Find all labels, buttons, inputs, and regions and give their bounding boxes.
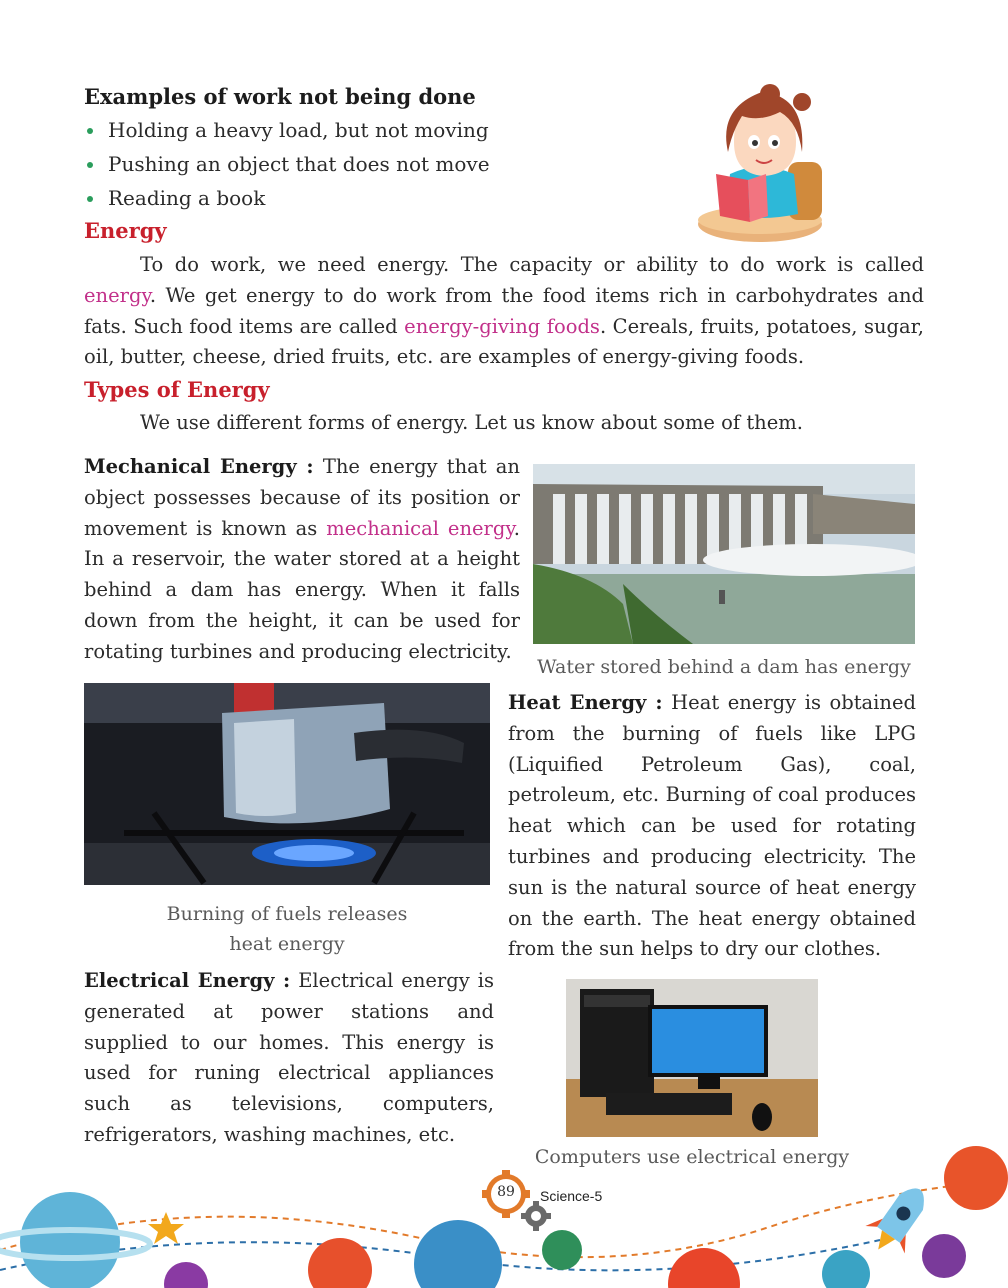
- energy-paragraph: [84, 250, 924, 373]
- list-item: Pushing an object that does not move: [84, 147, 644, 181]
- page-number: 89: [497, 1184, 515, 1200]
- mechanical-energy-term: mechanical energy: [326, 516, 514, 540]
- energy-giving-foods-term: energy-giving foods: [404, 314, 600, 338]
- mechanical-text: The energy that an object possesses because of its position or movement is known as: [84, 455, 520, 540]
- electrical-energy-title: Electrical Energy :: [84, 969, 291, 992]
- dam-caption: Water stored behind a dam has energy: [537, 656, 911, 678]
- list-item: Holding a heavy load, but not moving: [84, 113, 644, 147]
- heat-energy-paragraph: [508, 688, 916, 965]
- electrical-energy-paragraph: [84, 966, 494, 1151]
- energy-text: . We get energy to do work from the food items rich in carbohydrates and fats. Such food items are called: [84, 283, 924, 338]
- computer-photo: [566, 979, 818, 1137]
- work-not-done-list: [84, 113, 644, 215]
- gas-stove-photo: [84, 683, 490, 885]
- computer-caption: Computers use electrical energy: [534, 1146, 850, 1168]
- book-label: Science-5: [540, 1188, 603, 1204]
- types-intro: We use different forms of energy. Let us know about some of them.: [140, 411, 803, 434]
- work-not-done-heading: Examples of work not being done: [84, 84, 476, 109]
- mechanical-text: . In a reservoir, the water stored at a height behind a dam has energy. When it falls down from the height, it can be used for rotating turbines and producing electricity.: [84, 516, 520, 663]
- types-of-energy-heading: Types of Energy: [84, 377, 270, 402]
- energy-heading: Energy: [84, 218, 167, 243]
- energy-text: . Cereals, fruits, potatoes, sugar, oil, butter, cheese, dried fruits, etc. are examples of energy-giving foods.: [84, 314, 924, 369]
- girl-reading-illustration: [690, 82, 830, 246]
- electrical-text: Electrical energy is generated at power stations and supplied to our homes. This energy is used for runing electrical appliances such as televisions, computers, refrigerators, washing machines, etc.: [84, 969, 494, 1146]
- mechanical-energy-paragraph: [84, 452, 520, 668]
- dam-photo: [533, 464, 915, 644]
- heat-caption: [84, 899, 490, 959]
- heat-caption-line: heat energy: [229, 933, 345, 955]
- heat-caption-line: Burning of fuels releases: [166, 903, 408, 925]
- energy-text: To do work, we need energy. The capacity or ability to do work is called: [140, 253, 924, 276]
- heat-text: Heat energy is obtained from the burning of fuels like LPG (Liquified Petroleum Gas), coal, petroleum, etc. Burning of coal produces heat which can be used for rotating turbines and producing electricity. The sun is the natural source of heat energy on the earth. The heat energy obtained from the sun helps to dry our clothes.: [508, 691, 916, 961]
- list-item: Reading a book: [84, 181, 644, 215]
- heat-energy-title: Heat Energy :: [508, 691, 663, 714]
- energy-term: energy: [84, 283, 150, 307]
- mechanical-energy-title: Mechanical Energy :: [84, 455, 314, 478]
